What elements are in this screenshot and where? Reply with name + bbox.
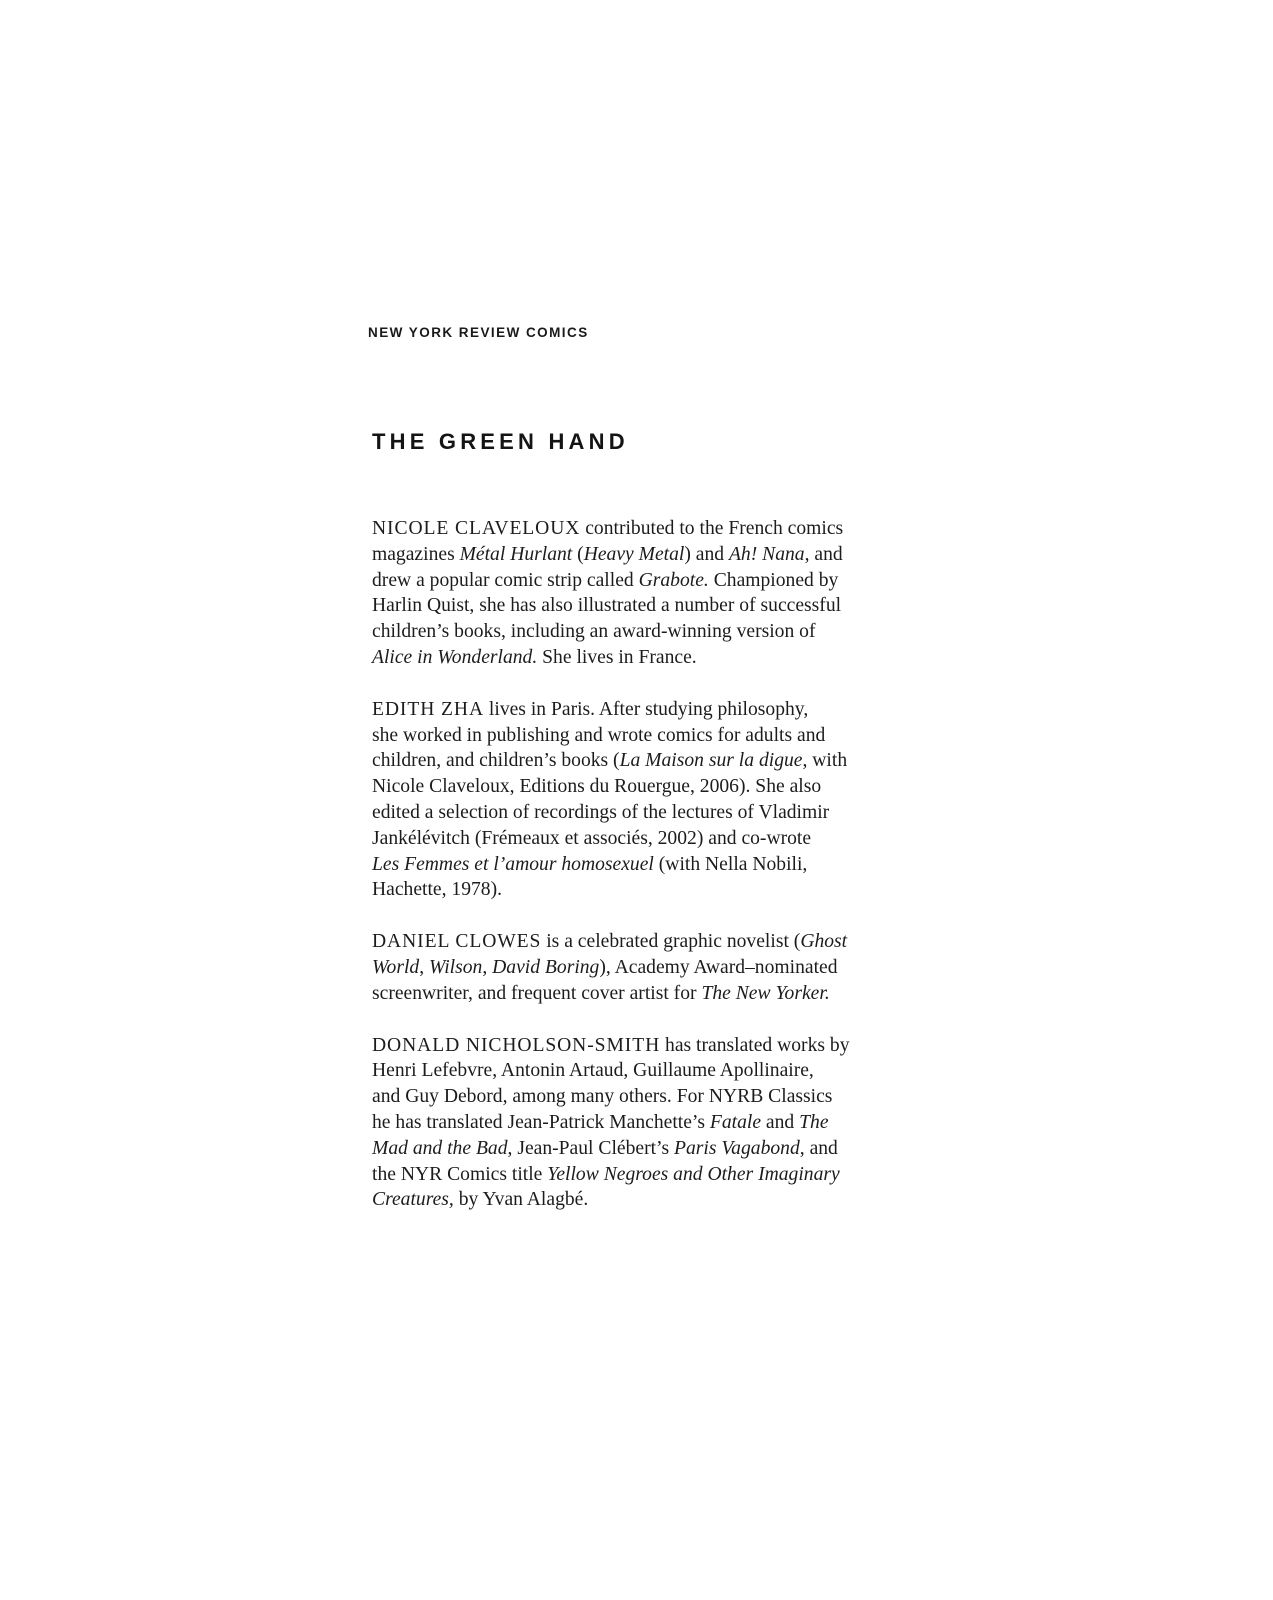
bio-text: , with (802, 750, 848, 772)
bio-text: edited a selection of recordings of the lectures of Vladimir (372, 801, 830, 823)
bio-line (372, 619, 892, 645)
bio-text: , and (799, 1137, 838, 1159)
bio-line (372, 1136, 892, 1162)
contributor-name: NICOLE CLAVELOUX (372, 518, 581, 539)
bio-text: , Jean-Paul Clébert’s (507, 1137, 675, 1159)
bio-text: Hachette, 1978). (372, 879, 503, 901)
bio-text: magazines (372, 543, 460, 565)
italic-title: Paris Vagabond (674, 1137, 800, 1159)
bio-text: , (419, 956, 429, 978)
bio-text: children’s books, including an award-winning version of (372, 621, 816, 643)
bio-text: by Yvan Alagbé. (453, 1189, 589, 1211)
italic-title: Les Femmes et l’amour homosexuel (372, 853, 654, 875)
italic-title: Mad and the Bad (372, 1137, 508, 1159)
bio-text: she worked in publishing and wrote comics for adults and (372, 724, 826, 746)
bio-text: is a celebrated graphic novelist ( (541, 931, 801, 953)
bio-line (372, 1187, 892, 1213)
bio-line (372, 1084, 892, 1110)
bio-line (372, 1110, 892, 1136)
italic-title: Creatures, (372, 1189, 454, 1211)
bio-text: Henri Lefebvre, Antonin Artaud, Guillaume Apollinaire, (372, 1060, 814, 1082)
italic-title: Yellow Negroes and Other Imaginary (547, 1163, 840, 1185)
italic-title: Ah! Nana (728, 543, 805, 565)
bio-line (372, 697, 892, 723)
bio-line (372, 516, 892, 542)
bio-line (372, 645, 892, 671)
italic-title: Grabote. (638, 569, 709, 591)
bio-text: Jankélévitch (Frémeaux et associés, 2002) and co-wrote (372, 827, 812, 849)
bio-text: children, and children’s books ( (372, 750, 620, 772)
italic-title: Métal Hurlant (459, 543, 573, 565)
italic-title: La Maison sur la digue (619, 750, 803, 772)
italic-title: Alice in Wonderland. (372, 646, 538, 668)
book-title: THE GREEN HAND (372, 429, 629, 454)
bio-nicole-claveloux (372, 516, 892, 671)
italic-title: World (372, 956, 420, 978)
contributor-name: DONALD NICHOLSON-SMITH (372, 1034, 661, 1056)
bio-text: ( (572, 543, 584, 565)
italic-title: Heavy Metal (583, 543, 685, 565)
bio-text: Championed by (708, 569, 839, 591)
bio-donald-nicholson-smith (372, 1033, 892, 1214)
bio-text: ) and (684, 543, 729, 565)
contributor-name: DANIEL CLOWES (372, 931, 542, 953)
bio-line (372, 826, 892, 852)
bio-text: lives in Paris. After studying philosophy, (484, 698, 809, 720)
italic-title: Fatale (709, 1111, 762, 1133)
bio-text: She lives in France. (537, 646, 697, 668)
bio-text: and Guy Debord, among many others. For NYRB Classics (372, 1086, 833, 1108)
bio-text: drew a popular comic strip called (372, 569, 639, 591)
bio-line (372, 955, 892, 981)
bio-text: Harlin Quist, she has also illustrated a number of successful (372, 595, 842, 617)
bio-line (372, 542, 892, 568)
bio-text: the NYR Comics title (372, 1163, 548, 1185)
bio-text: , and (804, 543, 843, 565)
bio-daniel-clowes (372, 929, 892, 1006)
italic-title: Wilson (428, 956, 483, 978)
bio-line (372, 593, 892, 619)
bio-line (372, 800, 892, 826)
italic-title: The New Yorker. (701, 982, 830, 1004)
bio-text: ), Academy Award–nominated (599, 956, 838, 978)
bio-text: (with Nella Nobili, (653, 853, 808, 875)
bio-text: has translated works by (660, 1034, 850, 1056)
italic-title: David Boring (492, 956, 600, 978)
bio-text: and (761, 1111, 800, 1133)
italic-title: Ghost (800, 931, 848, 953)
bio-line (372, 929, 892, 955)
bio-line (372, 1162, 892, 1188)
bio-line (372, 981, 892, 1007)
bio-line (372, 1033, 892, 1059)
bio-text: Nicole Claveloux, Editions du Rouergue, 2006). She also (372, 776, 822, 798)
bio-text: screenwriter, and frequent cover artist for (372, 982, 702, 1004)
bio-text: contributed to the French comics (580, 518, 844, 539)
bio-line (372, 748, 892, 774)
bio-line (372, 877, 892, 903)
bio-line (372, 852, 892, 878)
bio-line (372, 723, 892, 749)
bio-edith-zha (372, 697, 892, 903)
contributor-bios (372, 516, 892, 1239)
bio-line (372, 774, 892, 800)
series-name: NEW YORK REVIEW COMICS (368, 325, 589, 340)
bio-line (372, 1058, 892, 1084)
bio-text: he has translated Jean-Patrick Manchette’s (372, 1111, 710, 1133)
contributor-name: EDITH ZHA (372, 698, 485, 720)
bio-line (372, 568, 892, 594)
bio-text: , (482, 956, 493, 978)
italic-title: The (799, 1111, 829, 1133)
